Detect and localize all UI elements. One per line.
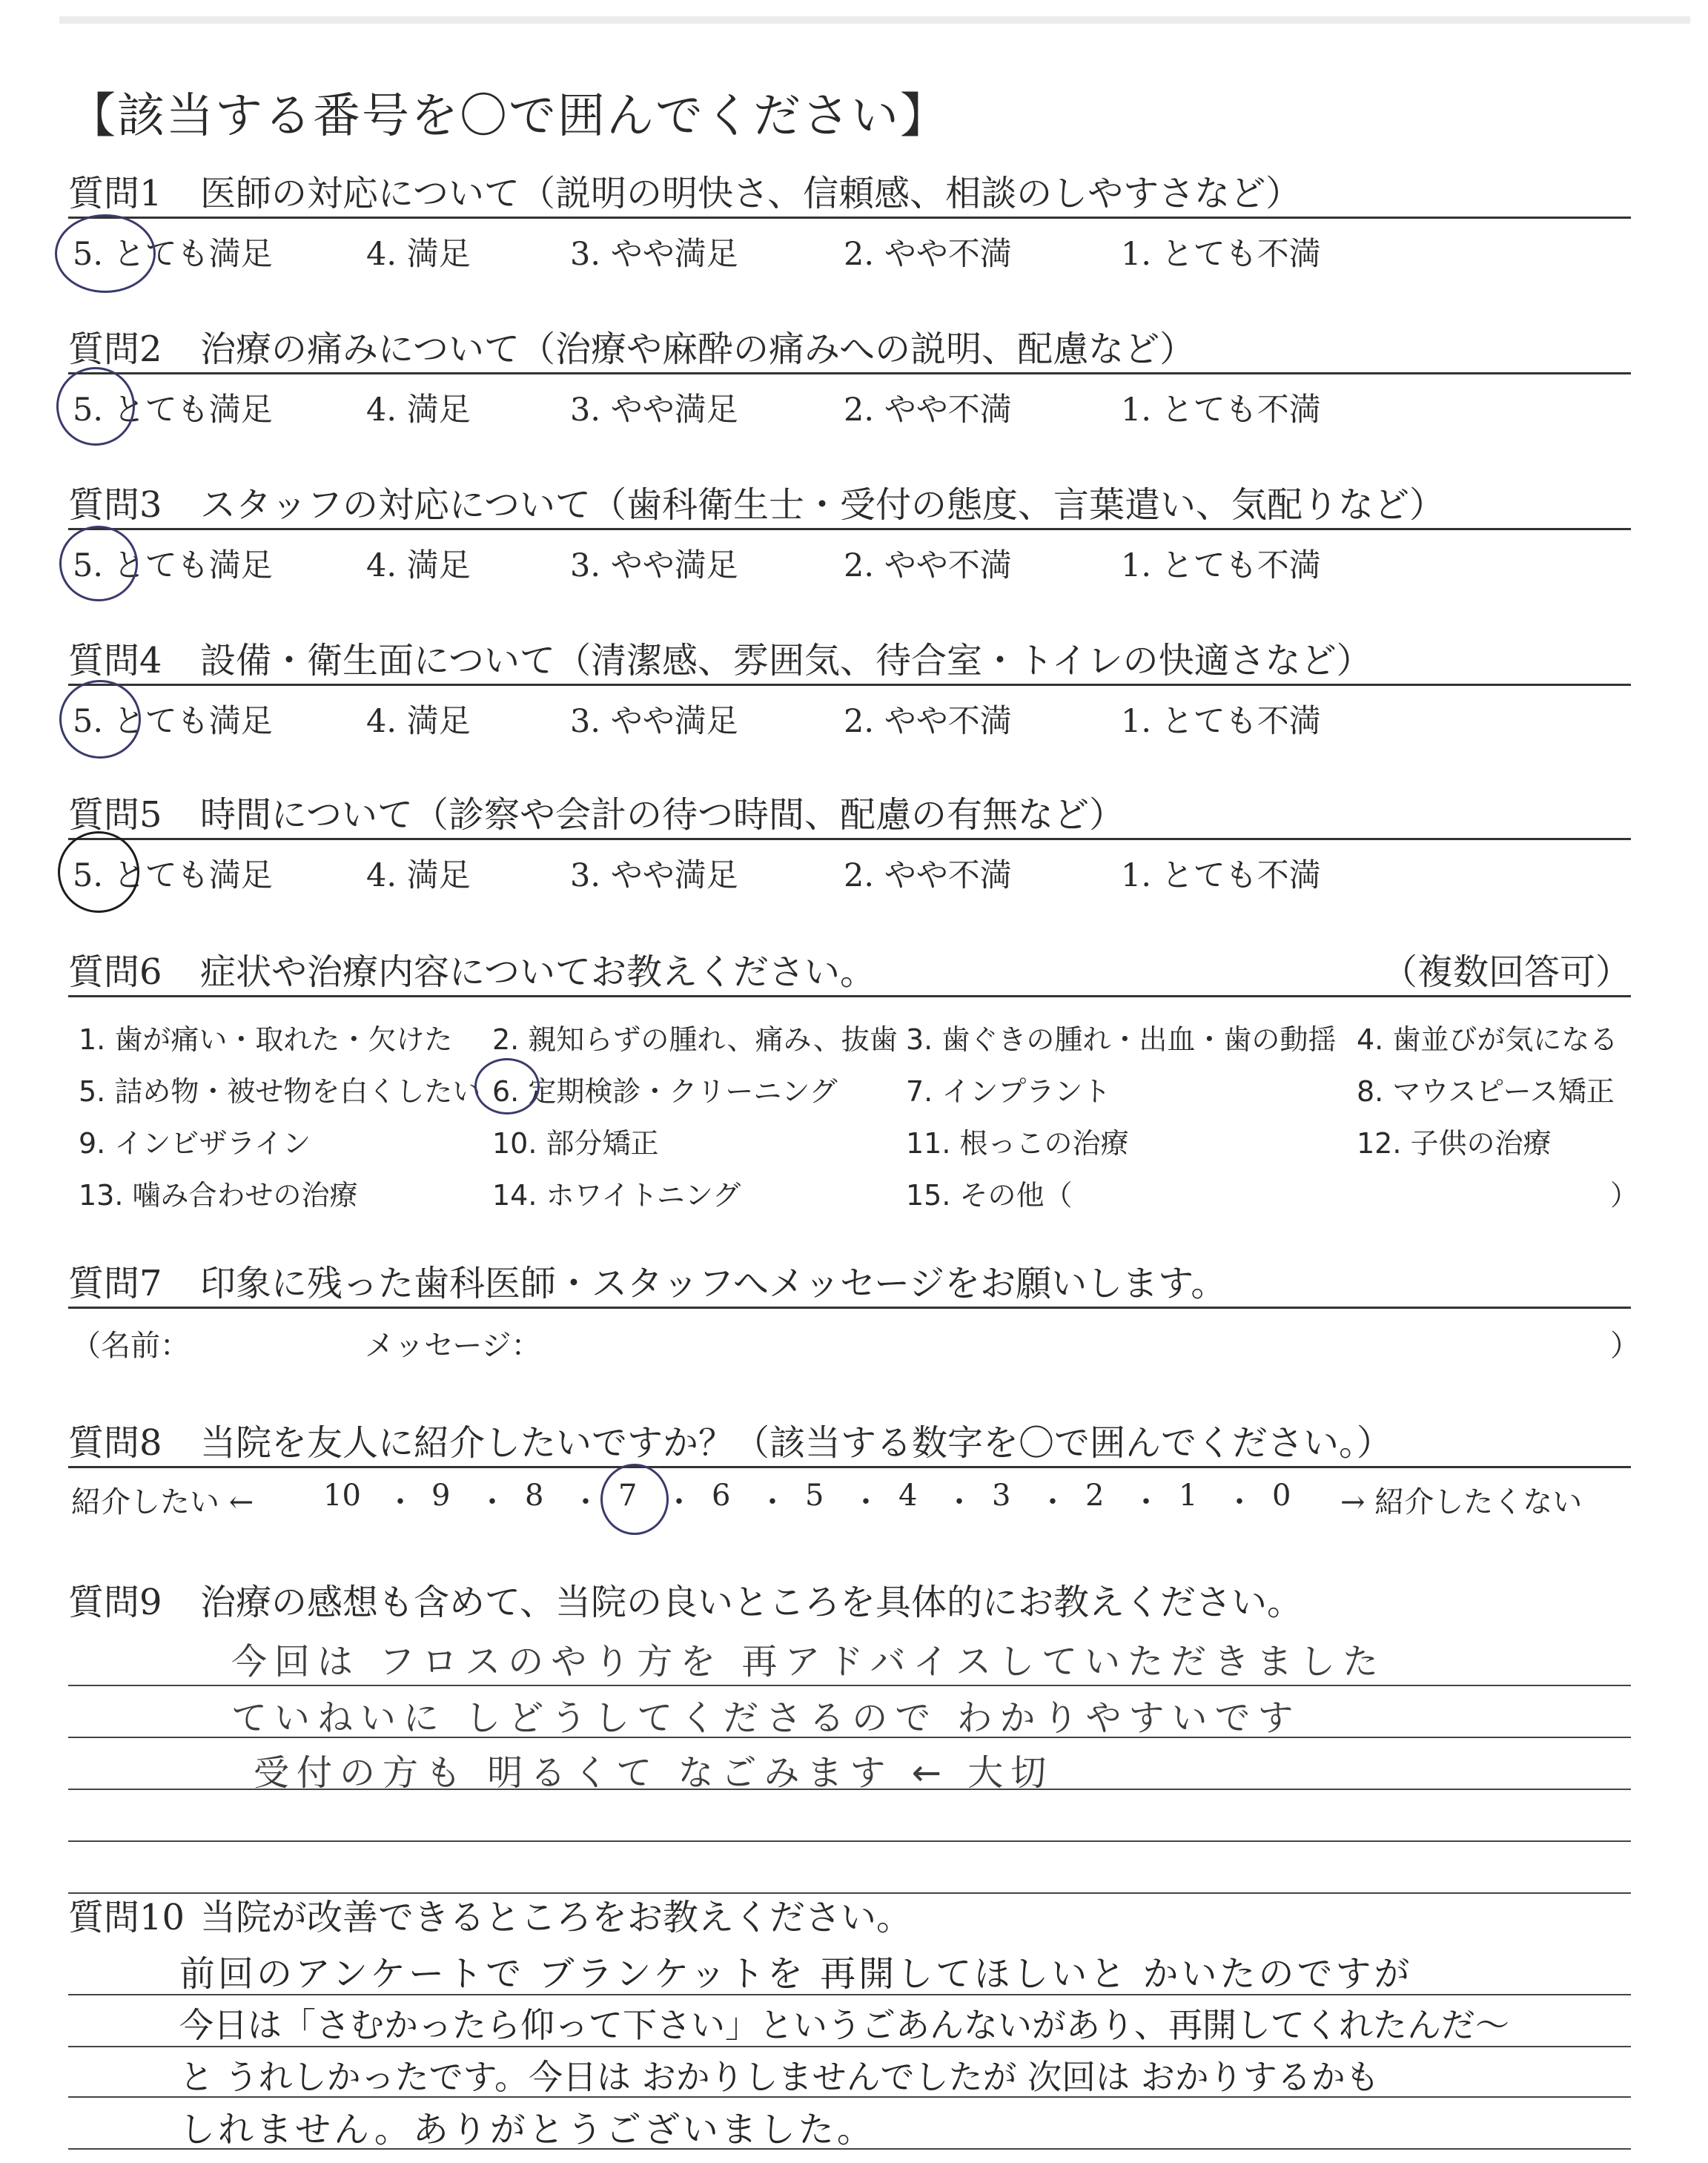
symptom-option[interactable]: 6. 定期検診・クリーニング (492, 1075, 838, 1108)
scale-number[interactable]: 4 (898, 1479, 918, 1513)
question-8 (68, 1420, 1631, 1528)
symptom-option[interactable]: 1. 歯が痛い・取れた・欠けた (79, 1023, 453, 1056)
scale-dot: ・ (944, 1485, 974, 1519)
question-number: 質問3 (68, 484, 162, 526)
option-3[interactable]: 3. やや満足 (570, 547, 738, 584)
message-label: メッセージ： (365, 1329, 541, 1363)
option-1[interactable]: 1. とても不満 (1121, 703, 1321, 740)
symptom-option[interactable]: 11. 根っこの治療 (906, 1127, 1129, 1160)
selection-circle (58, 831, 139, 913)
message-line (68, 1309, 1640, 1368)
symptom-option[interactable]: 5. 詰め物・被せ物を白くしたい (79, 1075, 481, 1108)
question-7 (68, 1261, 1640, 1368)
question-text: 印象に残った歯科医師・スタッフへメッセージをお願いします。 (200, 1263, 1227, 1304)
rating-options (68, 530, 1631, 582)
selection-circle (474, 1058, 540, 1114)
option-5[interactable]: 5. とても満足 (73, 857, 273, 894)
scale-dot: ・ (1225, 1485, 1254, 1519)
symptom-option[interactable]: 8. マウスピース矯正 (1357, 1075, 1615, 1108)
handwritten-answer-line: 前回のアンケートで ブランケットを 再開してほしいと かいたのですが (179, 1953, 1413, 1995)
scan-edge (59, 16, 1690, 24)
option-3[interactable]: 3. やや満足 (570, 392, 738, 429)
question-number: 質問5 (68, 794, 162, 836)
option-5[interactable]: 5. とても満足 (73, 236, 273, 273)
symptom-option[interactable]: 9. インビザライン (79, 1127, 311, 1160)
question-number: 質問8 (68, 1422, 162, 1464)
rating-options (68, 686, 1631, 738)
answer-area (68, 1941, 1631, 2163)
question-number: 質問1 (68, 173, 162, 214)
question-number: 質問7 (68, 1263, 162, 1304)
multiple-answer-note: （複数回答可） (1381, 951, 1631, 993)
option-4[interactable]: 4. 満足 (366, 857, 471, 894)
symptom-option[interactable]: 12. 子供の治療 (1357, 1127, 1552, 1160)
scale-dot: ・ (1038, 1485, 1068, 1519)
scale-number[interactable]: 10 (323, 1479, 361, 1513)
scale-dot: ・ (851, 1485, 881, 1519)
symptom-option[interactable]: 4. 歯並びが気になる (1357, 1023, 1618, 1056)
scale-number[interactable]: 3 (992, 1479, 1011, 1513)
selection-circle (55, 214, 156, 293)
handwritten-answer-line: 今日は「さむかったら仰って下さい」というごあんないがあり、再開してくれたんだ〜 (179, 2005, 1509, 2045)
question-4 (68, 638, 1631, 738)
question-3 (68, 482, 1631, 582)
question-5 (68, 792, 1631, 892)
symptom-option[interactable]: 2. 親知らずの腫れ、痛み、抜歯 (492, 1023, 898, 1056)
question-number: 質問4 (68, 640, 162, 681)
question-text: 治療の感想も含めて、当院の良いところを具体的にお教えください。 (200, 1582, 1303, 1623)
option-1[interactable]: 1. とても不満 (1121, 547, 1321, 584)
option-5[interactable]: 5. とても満足 (73, 703, 273, 740)
option-3[interactable]: 3. やや満足 (570, 703, 738, 740)
selection-circle (600, 1464, 669, 1535)
scale-number[interactable]: 1 (1179, 1479, 1198, 1513)
question-text: 症状や治療内容についてお教えください。 (200, 951, 876, 993)
option-4[interactable]: 4. 満足 (366, 547, 471, 584)
question-text: 医師の対応について（説明の明快さ、信頼感、相談のしやすさなど） (200, 173, 1302, 214)
selection-circle (56, 367, 135, 446)
option-1[interactable]: 1. とても不満 (1121, 392, 1321, 429)
scale-number[interactable]: 7 (618, 1479, 638, 1513)
symptom-option[interactable]: 3. 歯ぐきの腫れ・出血・歯の動揺 (906, 1023, 1337, 1056)
scale-dot: ・ (385, 1485, 415, 1519)
question-text: 当院が改善できるところをお教えください。 (200, 1897, 913, 1938)
question-text: 時間について（診察や会計の待つ時間、配慮の有無など） (200, 794, 1125, 836)
symptom-option[interactable]: 7. インプラント (906, 1075, 1111, 1108)
scale-number[interactable]: 0 (1272, 1479, 1291, 1513)
other-close-paren: ） (1610, 1179, 1639, 1212)
scale-dot: ・ (477, 1485, 507, 1519)
option-2[interactable]: 2. やや不満 (844, 547, 1012, 584)
handwritten-answer-line: 受付の方も 明るくて なごみます ← 大切 (254, 1752, 1054, 1794)
answer-line (68, 1685, 1631, 1686)
rating-options (68, 840, 1631, 892)
question-text: 設備・衛生面について（清潔感、雰囲気、待合室・トイレの快適さなど） (200, 640, 1372, 681)
selection-circle (59, 526, 138, 601)
symptom-option[interactable]: 14. ホワイトニング (492, 1179, 741, 1212)
name-label: （名前： (71, 1329, 190, 1363)
question-number: 質問6 (68, 951, 162, 993)
scale-dot: ・ (664, 1485, 694, 1519)
scale-number[interactable]: 8 (525, 1479, 544, 1513)
option-2[interactable]: 2. やや不満 (844, 236, 1012, 273)
question-10 (68, 1895, 1631, 2163)
symptom-options (68, 997, 1639, 1212)
form-title: 【該当する番号を〇で囲んでください】 (68, 89, 949, 144)
option-5[interactable]: 5. とても満足 (73, 547, 273, 584)
handwritten-answer-line: と うれしかったです。今日は おかりしませんでしたが 次回は おかりするかも (179, 2057, 1380, 2097)
symptom-option[interactable]: 13. 噛み合わせの治療 (79, 1179, 358, 1212)
rating-options (68, 374, 1631, 429)
handwritten-answer-line: ていねいに しどうしてくださるので わかりやすいです (231, 1697, 1301, 1739)
option-4[interactable]: 4. 満足 (366, 392, 471, 429)
scale-dot: ・ (571, 1485, 600, 1519)
question-number: 質問9 (68, 1582, 162, 1623)
option-5[interactable]: 5. とても満足 (73, 392, 273, 429)
scale-right-label: → 紹介したくない (1340, 1485, 1583, 1519)
question-2 (68, 326, 1631, 429)
option-3[interactable]: 3. やや満足 (570, 857, 738, 894)
question-text: 治療の痛みについて（治療や麻酔の痛みへの説明、配慮など） (200, 328, 1196, 370)
scale-number[interactable]: 5 (805, 1479, 824, 1513)
scale-dot: ・ (758, 1485, 787, 1519)
option-2[interactable]: 2. やや不満 (844, 703, 1012, 740)
scale-number[interactable]: 9 (431, 1479, 451, 1513)
handwritten-answer-line: しれません。ありがとうございました。 (179, 2109, 875, 2150)
option-1[interactable]: 1. とても不満 (1121, 857, 1321, 894)
question-text: 当院を友人に紹介したいですか？（該当する数字を〇で囲んでください。） (200, 1422, 1393, 1464)
selection-circle (59, 680, 141, 759)
question-6 (68, 949, 1639, 1212)
question-9 (68, 1579, 1631, 1892)
answer-line (68, 1840, 1631, 1842)
question-text: スタッフの対応について（歯科衛生士・受付の態度、言葉遣い、気配りなど） (200, 484, 1446, 526)
symptom-option[interactable]: 15. その他（ (906, 1179, 1073, 1212)
answer-area (68, 1625, 1631, 1892)
question-1 (68, 171, 1631, 271)
question-number: 質問10 (68, 1897, 185, 1938)
scale-dot: ・ (1131, 1485, 1161, 1519)
scale-number[interactable]: 6 (712, 1479, 731, 1513)
scale-number[interactable]: 2 (1085, 1479, 1105, 1513)
symptom-option[interactable]: 10. 部分矯正 (492, 1127, 659, 1160)
option-2[interactable]: 2. やや不満 (844, 857, 1012, 894)
option-4[interactable]: 4. 満足 (366, 703, 471, 740)
close-paren: ） (1610, 1329, 1640, 1363)
question-number: 質問2 (68, 328, 162, 370)
option-1[interactable]: 1. とても不満 (1121, 236, 1321, 273)
option-4[interactable]: 4. 満足 (366, 236, 471, 273)
option-2[interactable]: 2. やや不満 (844, 392, 1012, 429)
scale-left-label: 紹介したい ← (71, 1485, 254, 1519)
answer-line (68, 1892, 1631, 1894)
handwritten-answer-line: 今回は フロスのやり方を 再アドバイスしていただきました (231, 1641, 1386, 1682)
rating-options (68, 219, 1631, 271)
option-3[interactable]: 3. やや満足 (570, 236, 738, 273)
recommend-scale (68, 1468, 1631, 1528)
